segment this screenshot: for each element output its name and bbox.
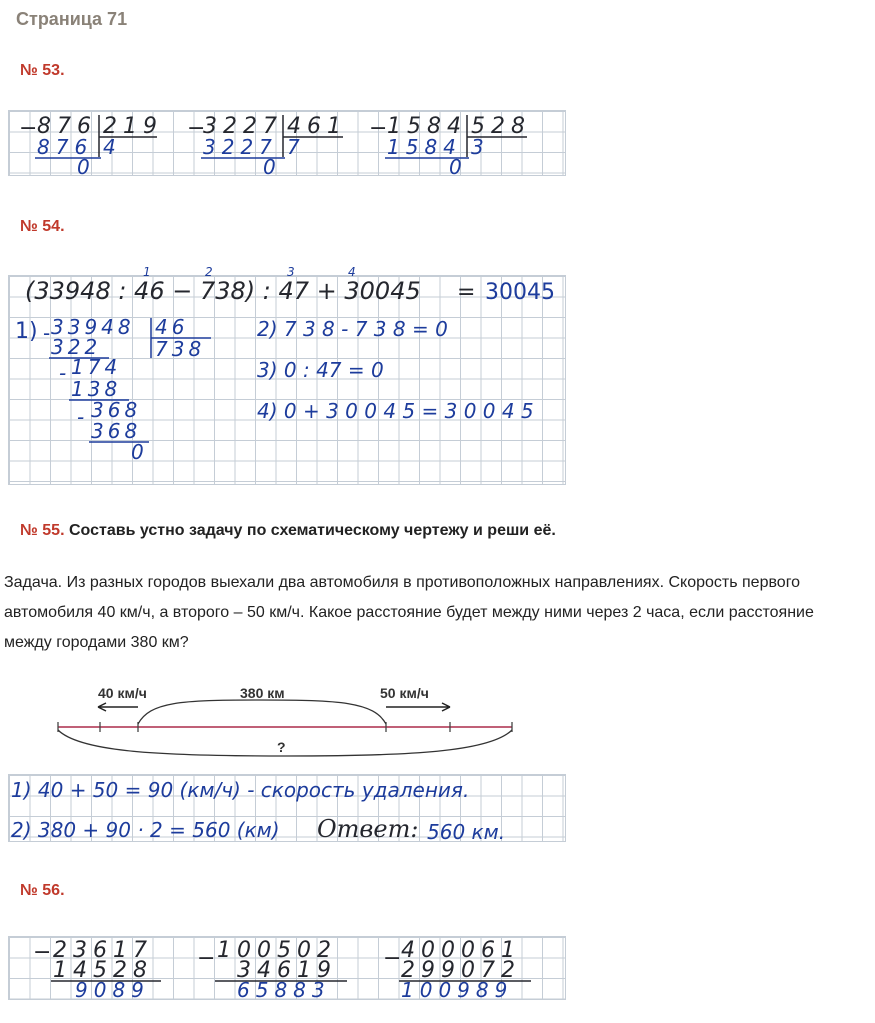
division-row: 138 [71, 377, 122, 401]
minus-sign: - [59, 361, 67, 385]
step: 3) 0 : 47 = 0 [257, 358, 384, 382]
minus-sign: − [369, 116, 388, 141]
distance-arc [138, 700, 386, 724]
division-row: 322 [51, 335, 102, 359]
task-55-solution [9, 775, 567, 843]
task-53-grid [8, 110, 566, 179]
divisor: 461 [287, 114, 347, 139]
remainder: 0 [449, 155, 462, 179]
task-55-number: № 55. [20, 522, 65, 539]
subtrahend: 14528 [53, 958, 153, 983]
solution-step: 2) 380 + 90 · 2 = 560 (км) [11, 818, 280, 842]
problem-text: Задача. Из разных городов выехали два автомобиля в противоположных направлениях. Скорость первого автомобиля 40 км/ч, а второго – 50 км/ч. Какое расстояние будет между ними через 2 часа, если расстояние между городами 380 км? [4, 574, 814, 651]
difference: 65883 [237, 978, 331, 1002]
division-row: 174 [71, 355, 122, 379]
division-row: 0 [131, 440, 144, 464]
task-54-work [9, 265, 567, 486]
remainder: 0 [77, 155, 90, 179]
step: 2) 7 3 8 - 7 3 8 = 0 [257, 317, 448, 341]
left-speed-label: 40 км/ч [98, 685, 147, 701]
order-mark: 2 [205, 265, 213, 279]
solution-step: 1) 40 + 50 = 90 (км/ч) - скорость удаления. [11, 778, 470, 802]
minus-sign: − [383, 946, 402, 971]
subtrahend: 876 [37, 135, 94, 159]
equals-sign: = [457, 280, 476, 305]
difference: 9089 [75, 978, 150, 1002]
dividend: 33948 [51, 315, 135, 339]
minus-sign: - [43, 321, 51, 345]
remainder: 0 [263, 155, 276, 179]
arrow-left-icon [98, 703, 138, 711]
minuend: 23617 [53, 938, 153, 963]
task-56-number: № 56. [20, 882, 65, 899]
step: 4) 0 + 3 0 0 4 5 = 3 0 0 4 5 [257, 399, 534, 423]
arrow-right-icon [386, 703, 450, 711]
step-label: 1) [15, 319, 38, 344]
quotient: 738 [155, 337, 206, 361]
motion-diagram [40, 680, 540, 760]
answer-value: 560 км. [427, 820, 506, 844]
distance-label: 380 км [240, 685, 285, 701]
minus-sign: - [77, 405, 85, 429]
divisor: 219 [103, 114, 163, 139]
dividend: 1584 [387, 114, 467, 139]
division-row: 368 [91, 419, 142, 443]
minuend: 100502 [217, 938, 337, 963]
page-title: Страница 71 [16, 9, 128, 29]
subtrahend: 3227 [203, 135, 278, 159]
subtrahend: 1584 [387, 135, 462, 159]
divisor: 46 [155, 315, 189, 339]
minus-sign: − [19, 116, 38, 141]
dividend: 3227 [203, 114, 283, 139]
difference: 100989 [401, 978, 514, 1002]
task-56-work [9, 937, 567, 1001]
task-55-grid [8, 774, 566, 842]
dividend: 876 [37, 114, 97, 139]
task-55-header [20, 522, 556, 540]
minus-sign: − [33, 940, 52, 965]
quotient: 7 [287, 135, 300, 159]
expression-answer: 30045 [485, 280, 555, 305]
quotient: 3 [471, 135, 484, 159]
division-row: 368 [91, 398, 142, 422]
order-mark: 3 [287, 265, 295, 279]
task-53-work [9, 111, 567, 177]
quotient: 4 [103, 135, 116, 159]
unknown-label: ? [277, 739, 286, 755]
task-54-number: № 54. [20, 218, 65, 235]
minus-sign: − [197, 946, 216, 971]
answer-word: Ответ: [317, 815, 419, 843]
task-53-number: № 53. [20, 62, 65, 79]
task-54-grid [8, 265, 566, 485]
order-mark: 1 [143, 265, 151, 279]
minuend: 400061 [401, 938, 521, 963]
subtrahend: 299072 [401, 958, 521, 983]
divisor: 528 [471, 114, 531, 139]
right-speed-label: 50 км/ч [380, 685, 429, 701]
order-mark: 4 [348, 265, 356, 279]
minus-sign: − [187, 116, 206, 141]
task-56-grid [8, 936, 566, 1000]
subtrahend: 34619 [237, 958, 337, 983]
expression: (33948 : 46 − 738) : 47 + 30045 [25, 277, 421, 305]
task-55-instruction: Составь устно задачу по схематическому чертежу и реши её. [68, 522, 556, 539]
